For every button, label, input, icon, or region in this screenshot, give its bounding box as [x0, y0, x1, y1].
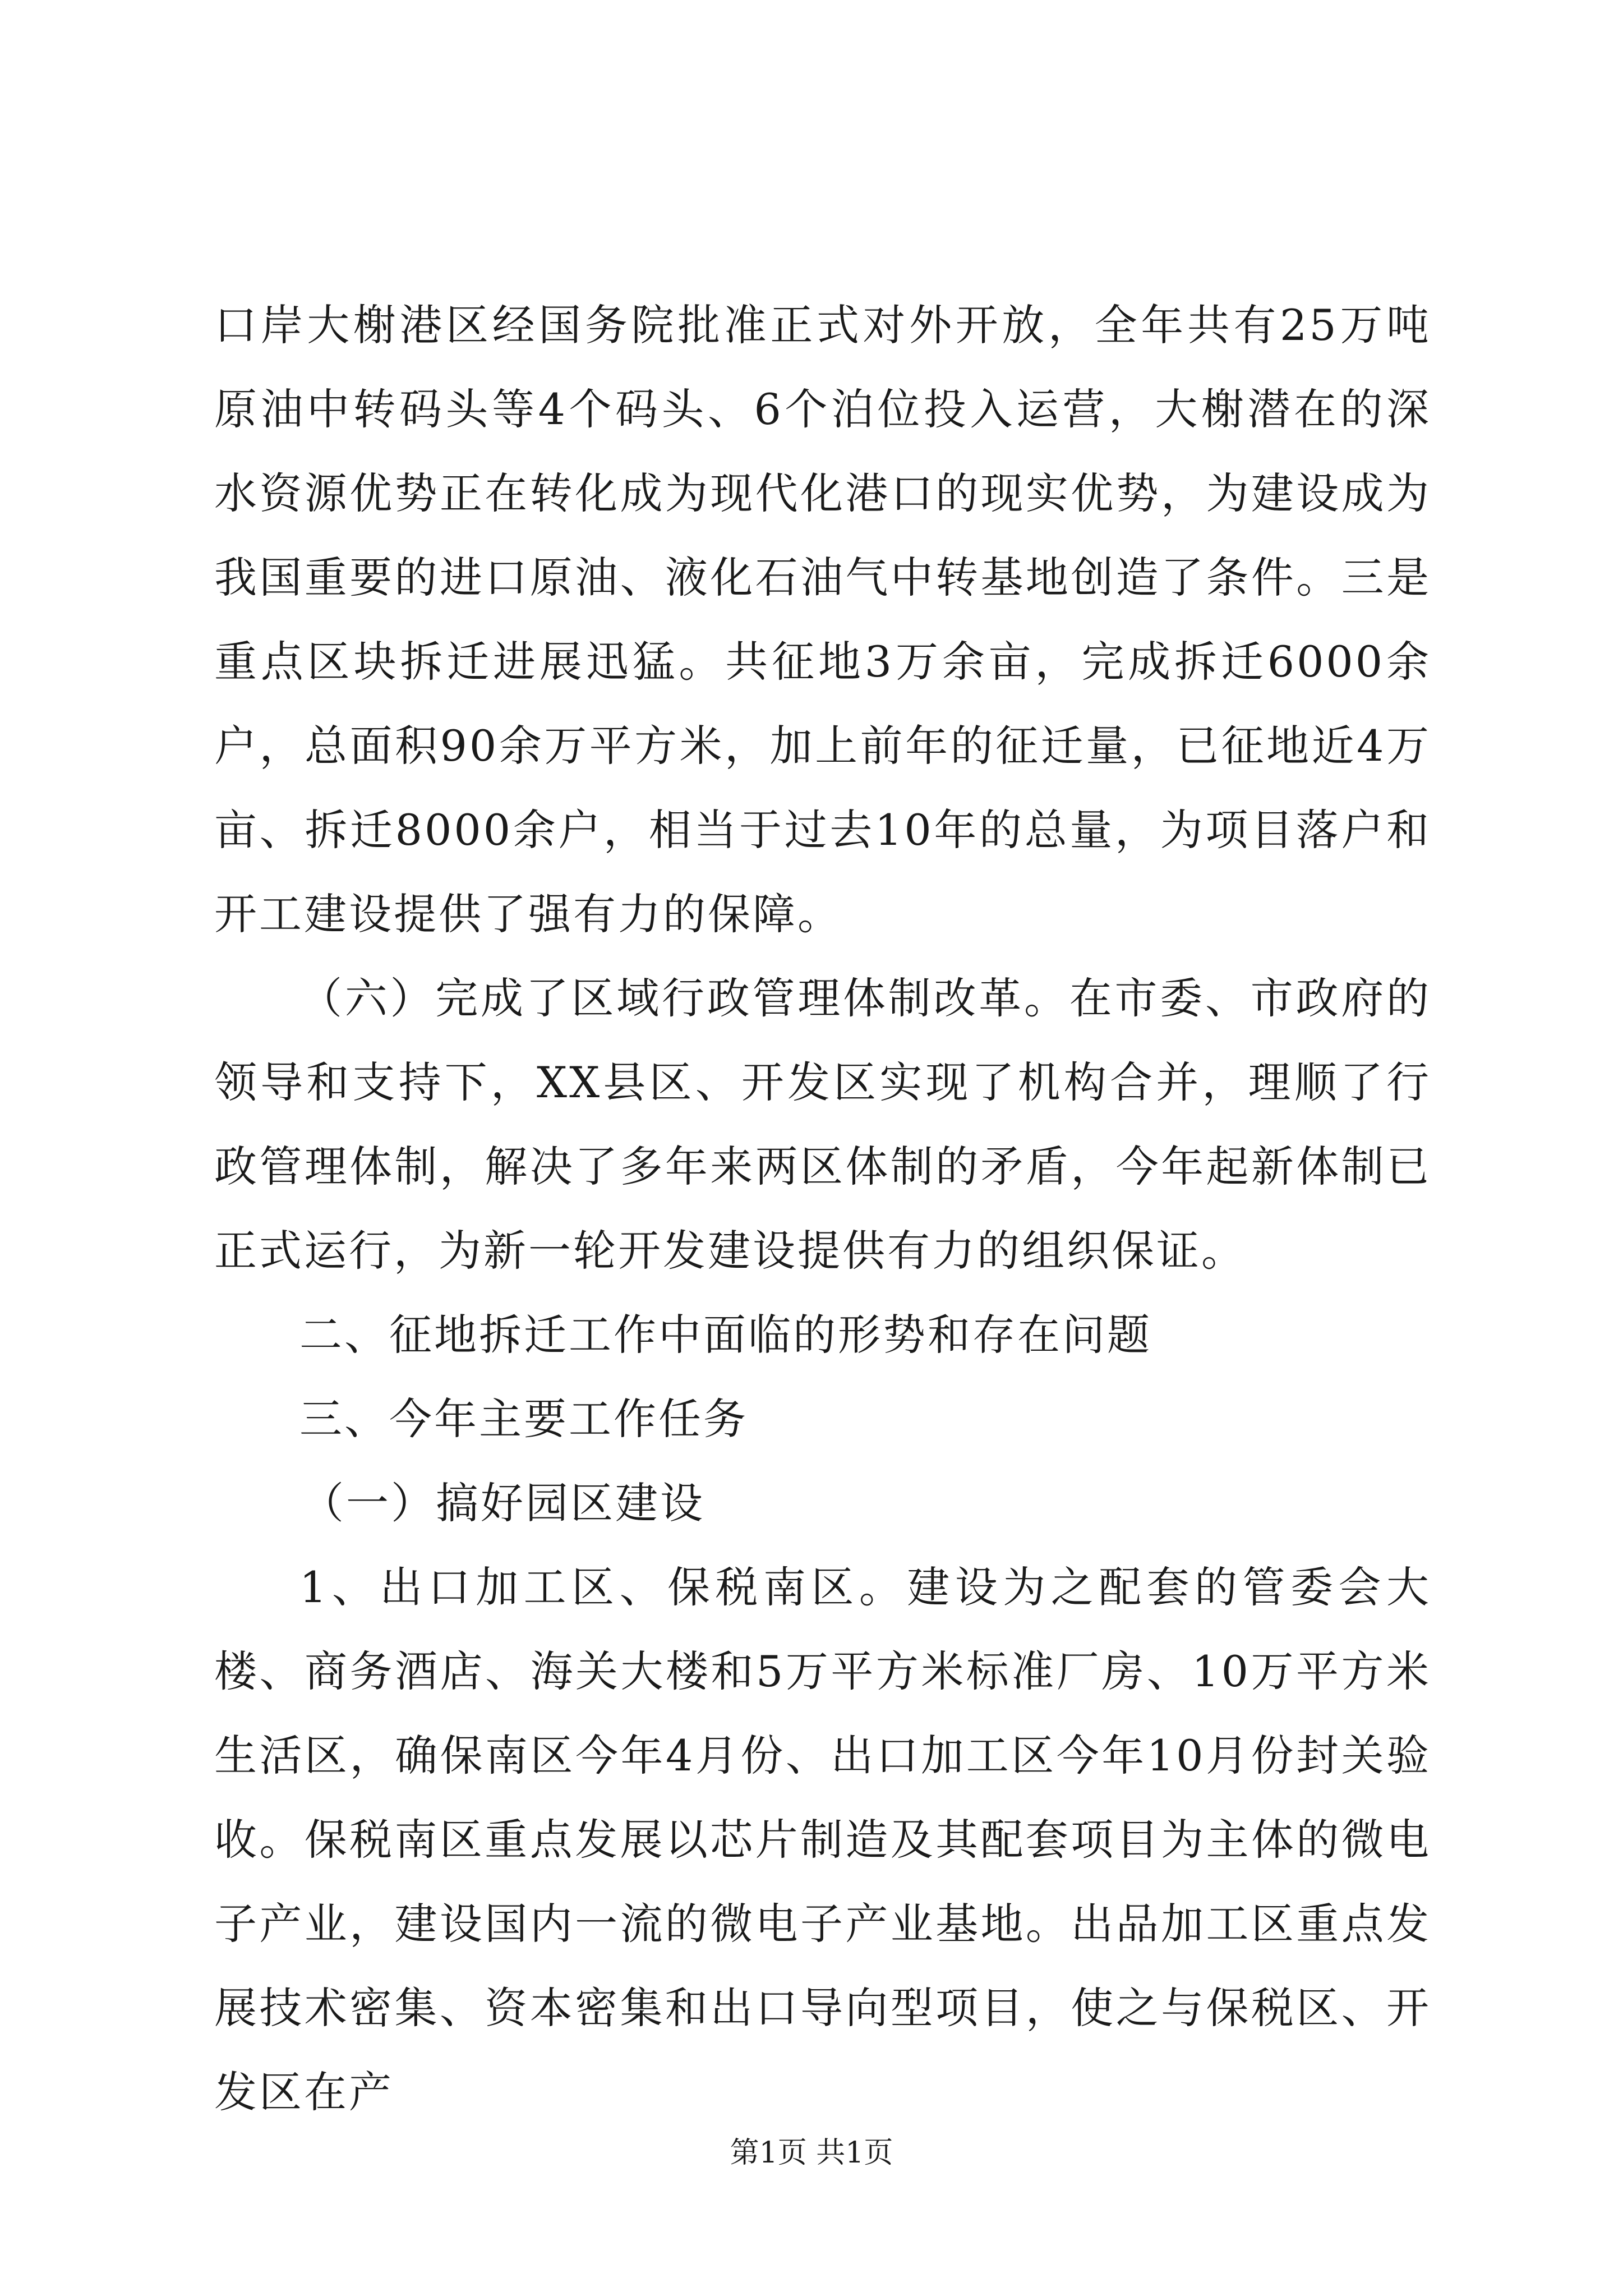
page-number-label: 第1页 共1页 [730, 2136, 893, 2170]
section-heading-issues: 二、征地拆迁工作中面临的形势和存在问题 [299, 1310, 1152, 1360]
paragraph-admin-reform: （六）完成了区域行政管理体制改革。在市委、市政府的领导和支持下，XX县区、开发区实现了机构合并，理顺了行政管理体制，解决了多年来两区体制的矛盾，今年起新体制已正式运行，为新一轮开发建设提供有力的组织保证。 [214, 973, 1431, 1276]
page-footer [0, 2129, 1623, 2171]
paragraph-continuation: 口岸大榭港区经国务院批准正式对外开放，全年共有25万吨原油中转码头等4个码头、6个泊位投入运营，大榭潜在的深水资源优势正在转化成为现代化港口的现实优势，为建设成为我国重要的进口原油、液化石油气中转基地创造了条件。三是重点区块拆迁进展迅猛。共征地3万余亩，完成拆迁6000余户，总面积90余万平方米，加上前年的征迁量，已征地近4万亩、拆迁8000余户，相当于过去10年的总量，为项目落户和开工建设提供了强有力的保障。 [214, 300, 1431, 939]
paragraph-export-zone: 1、出口加工区、保税南区。建设为之配套的管委会大楼、商务酒店、海关大楼和5万平方米标准厂房、10万平方米生活区，确保南区今年4月份、出口加工区今年10月份封关验收。保税南区重点发展以芯片制造及其配套项目为主体的微电子产业，建设国内一流的微电子产业基地。出品加工区重点发展技术密集、资本密集和出口导向型项目，使之与保税区、开发区在产 [214, 1562, 1431, 2117]
document-body [214, 283, 1431, 2134]
subsection-heading-park: （一）搞好园区建设 [301, 1478, 705, 1528]
section-heading-tasks: 三、今年主要工作任务 [299, 1394, 748, 1444]
